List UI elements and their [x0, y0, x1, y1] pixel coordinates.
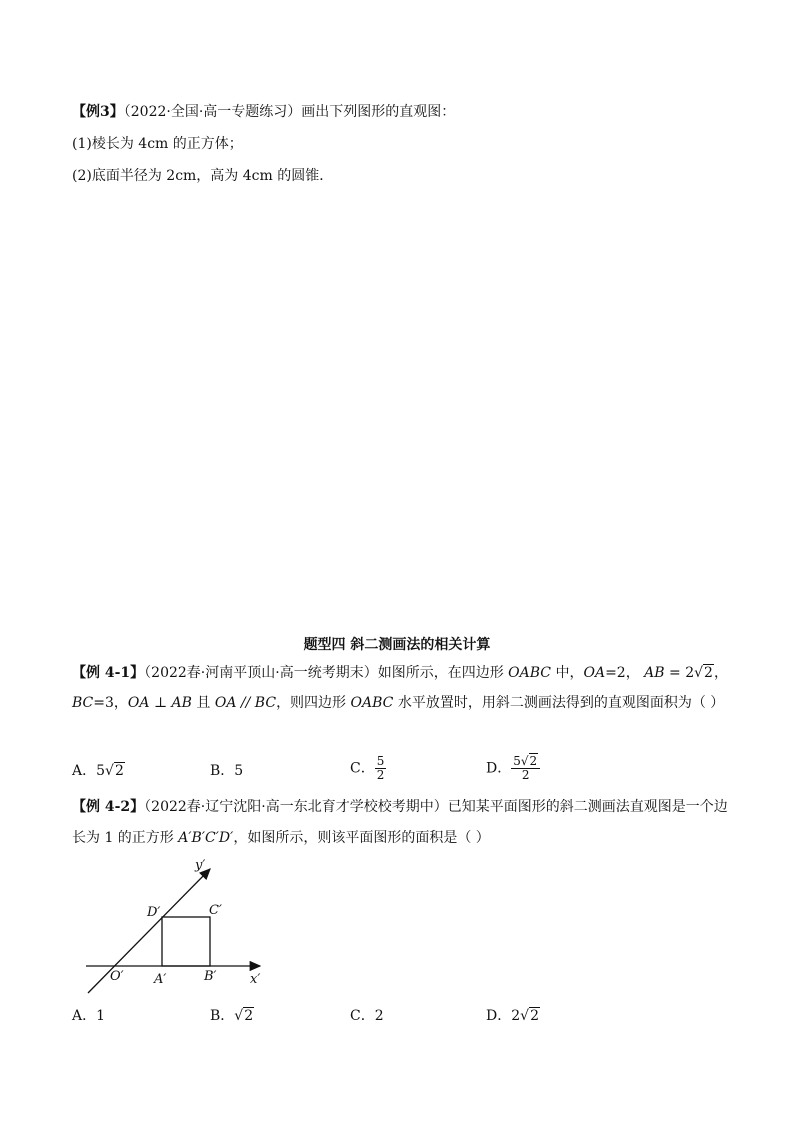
choice-d-numerator [511, 755, 540, 769]
choice-a-coef: 5 [96, 763, 106, 779]
label-o-prime: O′ [110, 969, 124, 984]
example41-choice-a[interactable] [72, 761, 125, 781]
y-axis [88, 869, 210, 993]
and-word: 且 [191, 695, 215, 711]
parallel-relation: OA // BC [214, 695, 277, 711]
choice-d2-coef: 2 [511, 1008, 521, 1024]
label-b-prime: B′ [204, 969, 217, 984]
example41-choice-d[interactable] [486, 755, 540, 782]
perp-relation: OA ⊥ AB [127, 695, 192, 711]
choice-d-radicand: 2 [529, 754, 538, 768]
example42-choice-d[interactable] [486, 1006, 540, 1026]
example42-text-a: 已知某平面图形的斜二测画法直观图是一个边 [447, 799, 728, 815]
choice-d-fraction [511, 755, 540, 782]
choice-d-label: D． [486, 760, 512, 777]
example42-choice-b[interactable] [210, 1006, 254, 1026]
example42-source: （2022春·辽宁沈阳·高一东北育才学校校考期中） [144, 799, 448, 815]
example3-stem [72, 102, 455, 122]
choice-b-radicand: 2 [244, 1008, 254, 1024]
bc-value: =3， [93, 695, 128, 711]
label-d-prime: D′ [147, 905, 161, 920]
example41-text-b: 中， [551, 665, 584, 681]
example3-question: 画出下列图形的直观图： [301, 104, 456, 120]
choice-c-numerator: 5 [376, 754, 385, 768]
example41-line2 [72, 693, 724, 713]
choice-c-label: C． [350, 760, 375, 777]
ab-label: AB [644, 665, 665, 681]
example41-choice-b[interactable]: B．5 [210, 763, 244, 779]
example41-text-a: 如图所示，在四边形 [377, 665, 509, 681]
choice-c-denominator: 2 [376, 768, 385, 782]
choice-d2-label: D． [486, 1008, 512, 1024]
choice-a-radicand: 2 [114, 763, 124, 779]
label-c-prime: C′ [209, 903, 222, 918]
square-shape [162, 917, 210, 966]
example42-line2 [72, 828, 490, 848]
example41-tag: 【例 4-1】 [72, 665, 145, 681]
example41-text-c: ，则四边形 [276, 695, 351, 711]
choice-d-denominator: 2 [521, 768, 530, 782]
ab-eq: = 2 [664, 665, 695, 681]
oa-value: =2， [605, 665, 640, 681]
choice-d2-radicand: 2 [530, 1008, 539, 1024]
example41-line1 [72, 663, 728, 683]
bc-label: BC [72, 695, 94, 711]
choice-d2-sqrt: √2 [520, 1008, 539, 1024]
label-y-prime: y′ [195, 858, 206, 873]
choice-b-sqrt: √2 [234, 1008, 254, 1024]
example42-text-b: 长为 1 的正方形 [72, 830, 179, 846]
choice-c-fraction [375, 755, 387, 782]
example42-choice-c[interactable]: C．2 [350, 1008, 384, 1024]
label-x-prime: x′ [250, 972, 261, 987]
choice-d-coef: 5 [513, 754, 521, 768]
square-name: A′B′C′D′ [178, 830, 234, 846]
example3-item2: (2)底面半径为 2cm，高为 4cm 的圆锥． [72, 168, 334, 184]
choice-d-sqrt: √2 [520, 754, 538, 768]
example42-text-c: ，如图所示，则该平面图形的面积是（ ） [233, 830, 490, 846]
oa-label: OA [583, 665, 606, 681]
oblique-figure [80, 855, 280, 995]
choice-a-label: A． [72, 763, 97, 779]
section-title: 题型四 斜二测画法的相关计算 [303, 637, 491, 653]
example3-item1: (1)棱长为 4cm 的正方体； [72, 136, 243, 152]
example3-tag: 【例3】 [72, 104, 124, 120]
quad-name-2: OABC [350, 695, 394, 711]
example41-text-d: 水平放置时，用斜二测画法得到的直观图面积为（ ） [393, 695, 725, 711]
choice-b-label: B． [210, 1008, 235, 1024]
example41-source: （2022春·河南平顶山·高一统考期末） [144, 665, 378, 681]
example3-source: （2022·全国·高一专题练习） [123, 104, 302, 120]
ab-sqrt: √2 [694, 665, 713, 681]
choice-a-sqrt: √2 [105, 763, 124, 779]
ab-radicand: 2 [704, 665, 713, 681]
example42-line1 [72, 797, 728, 817]
quad-name: OABC [508, 665, 552, 681]
example42-choice-a[interactable]: A．1 [72, 1008, 106, 1024]
example42-tag: 【例 4-2】 [72, 799, 145, 815]
example41-choice-c[interactable] [350, 755, 386, 782]
label-a-prime: A′ [154, 972, 167, 987]
ab-comma: ， [713, 665, 728, 681]
